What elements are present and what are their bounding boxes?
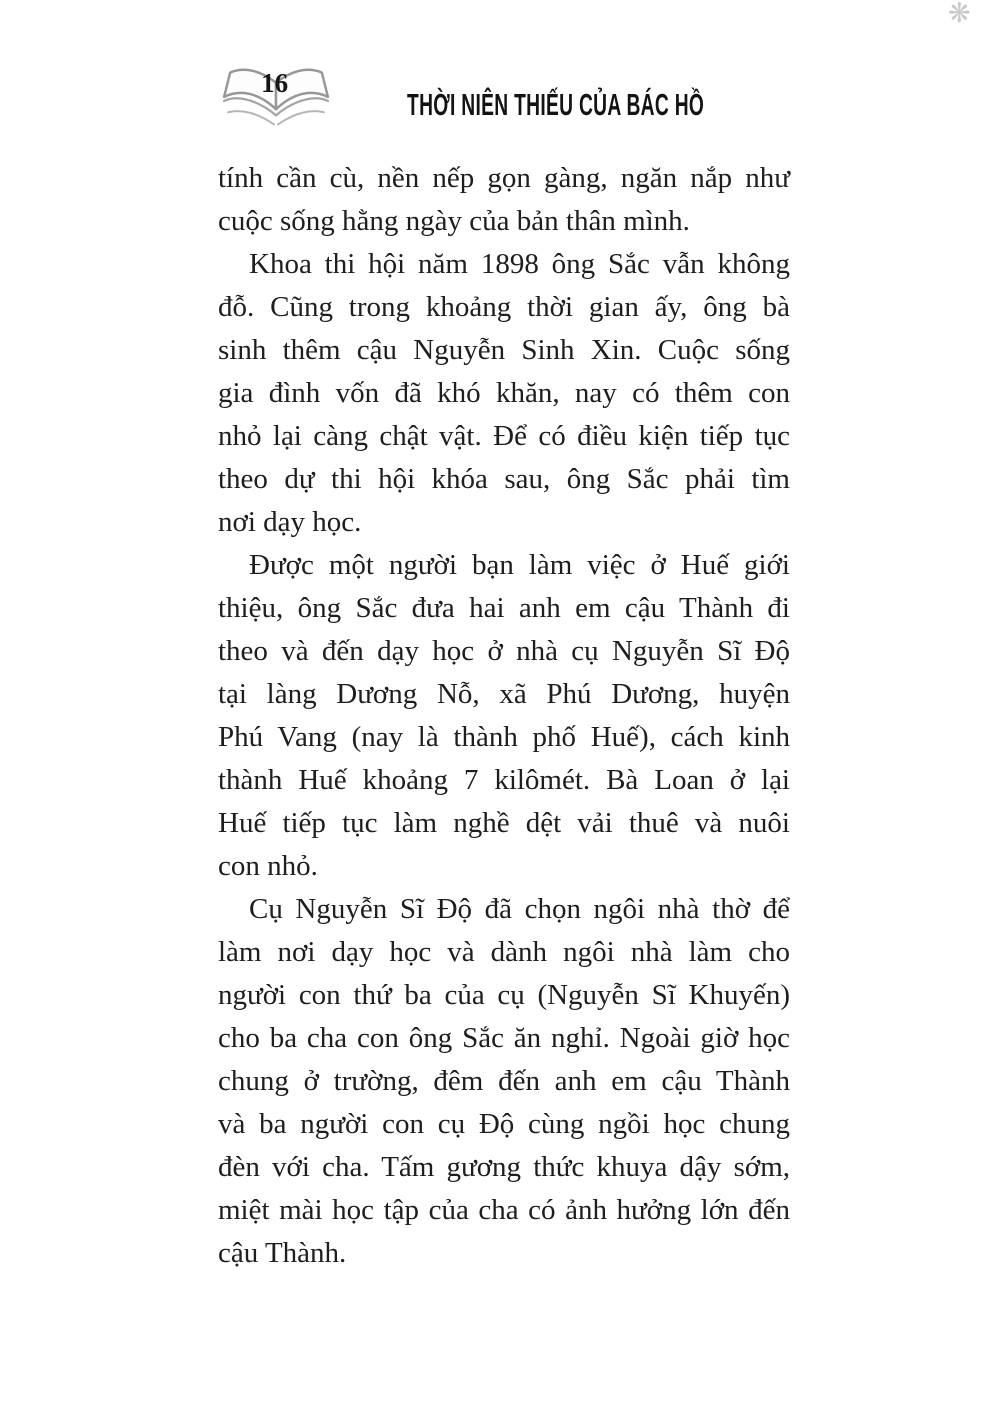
paragraph — [218, 243, 790, 544]
text-line: Cụ Nguyễn Sĩ Độ đã chọn ngôi nhà thờ để — [249, 893, 790, 925]
text-line: cho ba cha con ông Sắc ăn nghỉ. Ngoài giờ học — [218, 1022, 790, 1054]
text-line: thành Huế khoảng 7 kilômét. Bà Loan ở lại — [218, 764, 790, 796]
text-line: con nhỏ. — [218, 850, 318, 882]
text-line: Phú Vang (nay là thành phố Huế), cách kinh — [218, 721, 790, 753]
paragraph — [218, 544, 790, 888]
text-line: Huế tiếp tục làm nghề dệt vải thuê và nuôi — [218, 807, 790, 839]
text-line: cậu Thành. — [218, 1237, 347, 1269]
paragraph — [218, 157, 790, 243]
flower-ornament-icon: ❋ — [948, 0, 971, 29]
text-line: nơi dạy học. — [218, 506, 362, 538]
paragraph — [218, 888, 790, 1275]
text-line: nhỏ lại càng chật vật. Để có điều kiện tiếp tục — [218, 420, 790, 452]
running-title-text: THỜI NIÊN THIẾU CỦA BÁC HỒ — [407, 87, 705, 122]
text-line: thiệu, ông Sắc đưa hai anh em cậu Thành đi — [218, 592, 790, 624]
text-line: cuộc sống hằng ngày của bản thân mình. — [218, 205, 690, 237]
text-line: miệt mài học tập của cha có ảnh hưởng lớn đến — [218, 1194, 790, 1226]
text-line: theo và đến dạy học ở nhà cụ Nguyễn Sĩ Độ — [218, 635, 790, 667]
text-line: Được một người bạn làm việc ở Huế giới — [249, 549, 790, 581]
text-line: đèn với cha. Tấm gương thức khuya dậy sớm, — [218, 1151, 790, 1183]
page-text — [218, 157, 790, 1275]
text-line: theo dự thi hội khóa sau, ông Sắc phải tìm — [218, 463, 790, 495]
text-line: người con thứ ba của cụ (Nguyễn Sĩ Khuyến) — [218, 979, 790, 1011]
page-number-ornament — [220, 62, 332, 134]
text-line: Khoa thi hội năm 1898 ông Sắc vẫn không — [249, 248, 790, 280]
text-line: làm nơi dạy học và dành ngôi nhà làm cho — [218, 936, 790, 968]
text-line: chung ở trường, đêm đến anh em cậu Thành — [218, 1065, 790, 1097]
text-line: gia đình vốn đã khó khăn, nay có thêm con — [218, 377, 790, 409]
text-line: tại làng Dương Nỗ, xã Phú Dương, huyện — [218, 678, 790, 710]
text-line: tính cần cù, nền nếp gọn gàng, ngăn nắp như — [218, 162, 790, 194]
text-line: và ba người con cụ Độ cùng ngồi học chung — [218, 1108, 790, 1140]
text-line: sinh thêm cậu Nguyễn Sinh Xin. Cuộc sống — [218, 334, 790, 366]
text-line: đỗ. Cũng trong khoảng thời gian ấy, ông bà — [218, 291, 790, 323]
page-number: 16 — [261, 68, 289, 98]
